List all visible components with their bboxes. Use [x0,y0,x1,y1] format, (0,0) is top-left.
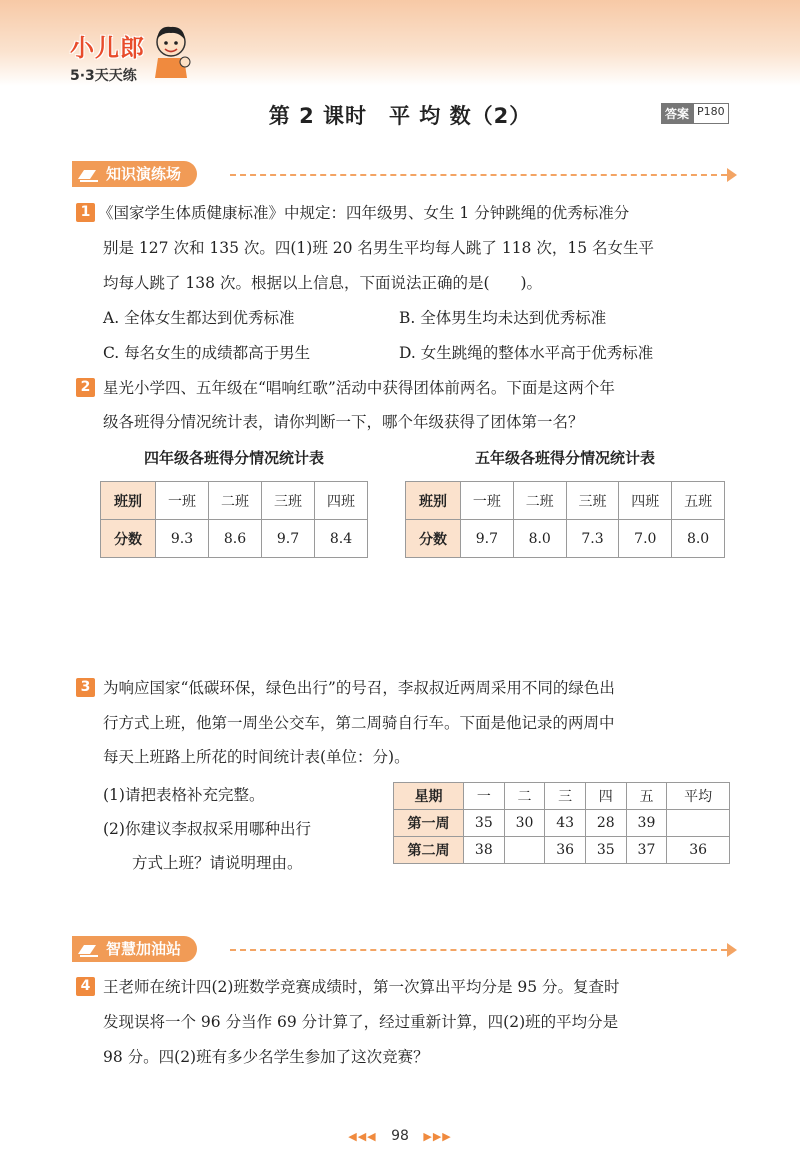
logo-subtitle: 5·3天天练 [70,68,137,84]
table-cell: 8.0 [513,520,566,558]
table-row [406,482,725,520]
table-cell: 35 [585,837,626,864]
table-cell: 一班 [156,482,209,520]
q1-text-line-2: 别是 127 次和 135 次。四(1)班 20 名男生平均每人跳了 118 次，15 名女生平 [103,239,655,257]
q3-subquestion-2: (2)你建议李叔叔采用哪种出行 [103,820,311,838]
q2-text-line-2: 级各班得分情况统计表，请你判断一下，哪个年级获得了团体第一名？ [103,413,584,431]
table-row [101,482,368,520]
table-header-cell: 第一周 [394,810,464,837]
table-cell: 四 [585,783,626,810]
table-header-cell: 星期 [394,783,464,810]
q3-text-line-1: 为响应国家“低碳环保，绿色出行”的号召，李叔叔近两周采用不同的绿色出 [103,679,615,697]
pencil-icon [76,166,100,182]
answer-page: P180 [693,103,729,124]
table-header-cell: 班别 [406,482,461,520]
table-cell: 28 [585,810,626,837]
section-tag [72,936,197,962]
table-header-cell: 第二周 [394,837,464,864]
table-cell: 五 [626,783,667,810]
table-row [394,783,730,810]
table-cell: 9.7 [461,520,514,558]
section-title-challenge: 智慧加油站 [106,940,182,958]
question-number: 2 [76,378,95,397]
table-cell: 一班 [461,482,514,520]
page-footer [0,1128,800,1144]
grade5-table-caption: 五年级各班得分情况统计表 [474,449,655,467]
q3-text-line-3: 每天上班路上所花的时间统计表(单位：分)。 [103,748,410,766]
table-cell: 36 [545,837,586,864]
blank-cell [504,837,545,864]
section-header-challenge [72,934,737,964]
triangle-left-icon: ◀◀◀ [348,1130,377,1143]
section-divider-line [230,949,727,951]
table-cell: 四班 [619,482,672,520]
q1-option-b: B. 全体男生均未达到优秀标准 [399,309,607,327]
table-cell: 二 [504,783,545,810]
answer-reference [661,103,729,124]
table-row [394,810,730,837]
table-cell: 9.7 [262,520,315,558]
grade5-score-table [405,481,725,558]
q3-subquestion-2-cont: 方式上班？请说明理由。 [132,854,303,872]
table-cell: 7.3 [566,520,619,558]
table-cell: 43 [545,810,586,837]
q1-option-c: C. 每名女生的成绩都高于男生 [103,344,311,362]
table-cell: 平均 [667,783,730,810]
section-header-practice [72,159,737,189]
table-cell: 35 [464,810,505,837]
table-cell: 一 [464,783,505,810]
grade4-table-caption: 四年级各班得分情况统计表 [143,449,324,467]
page-number: 98 [391,1128,409,1144]
question-number: 1 [76,203,95,222]
table-cell: 三 [545,783,586,810]
table-header-cell: 分数 [406,520,461,558]
table-cell: 36 [667,837,730,864]
logo-name: 小儿郎 [70,34,145,62]
blank-cell [667,810,730,837]
q3-subquestion-1: (1)请把表格补充完整。 [103,786,265,804]
q4-text-line-1: 王老师在统计四(2)班数学竞赛成绩时，第一次算出平均分是 95 分。复查时 [103,978,620,996]
lesson-title: 第 2 课时 平 均 数（2） [268,104,532,128]
arrow-right-icon [727,943,737,957]
table-cell: 8.0 [672,520,725,558]
table-cell: 39 [626,810,667,837]
table-cell: 8.4 [315,520,368,558]
commute-time-table [393,782,730,864]
table-row [406,520,725,558]
table-header-cell: 分数 [101,520,156,558]
answer-label: 答案 [661,103,693,124]
q1-option-a: A. 全体女生都达到优秀标准 [103,309,295,327]
question-number: 4 [76,977,95,996]
grade4-score-table [100,481,368,558]
table-cell: 二班 [513,482,566,520]
table-cell: 五班 [672,482,725,520]
brand-logo [70,28,145,85]
q1-option-d: D. 女生跳绳的整体水平高于优秀标准 [399,344,654,362]
section-tag [72,161,197,187]
q1-text-line-3: 均每人跳了 138 次。根据以上信息，下面说法正确的是( )。 [103,274,543,292]
table-cell: 四班 [315,482,368,520]
table-cell: 30 [504,810,545,837]
q4-text-line-2: 发现误将一个 96 分当作 69 分计算了，经过重新计算，四(2)班的平均分是 [103,1013,619,1031]
table-cell: 37 [626,837,667,864]
table-row [394,837,730,864]
q2-text-line-1: 星光小学四、五年级在“唱响红歌”活动中获得团体前两名。下面是这两个年 [103,379,615,397]
table-cell: 三班 [262,482,315,520]
triangle-right-icon: ▶▶▶ [423,1130,452,1143]
question-number: 3 [76,678,95,697]
table-header-cell: 班别 [101,482,156,520]
table-cell: 9.3 [156,520,209,558]
q4-text-line-3: 98 分。四(2)班有多少名学生参加了这次竞赛？ [103,1048,429,1066]
mascot-boy-icon [150,22,192,80]
table-cell: 8.6 [209,520,262,558]
table-cell: 38 [464,837,505,864]
q1-text-line-1: 《国家学生体质健康标准》中规定：四年级男、女生 1 分钟跳绳的优秀标准分 [98,204,630,222]
section-title-practice: 知识演练场 [106,165,182,183]
pencil-icon [76,941,100,957]
arrow-right-icon [727,168,737,182]
table-row [101,520,368,558]
q3-text-line-2: 行方式上班，他第一周坐公交车，第二周骑自行车。下面是他记录的两周中 [103,714,615,732]
table-cell: 7.0 [619,520,672,558]
section-divider-line [230,174,727,176]
table-cell: 三班 [566,482,619,520]
table-cell: 二班 [209,482,262,520]
